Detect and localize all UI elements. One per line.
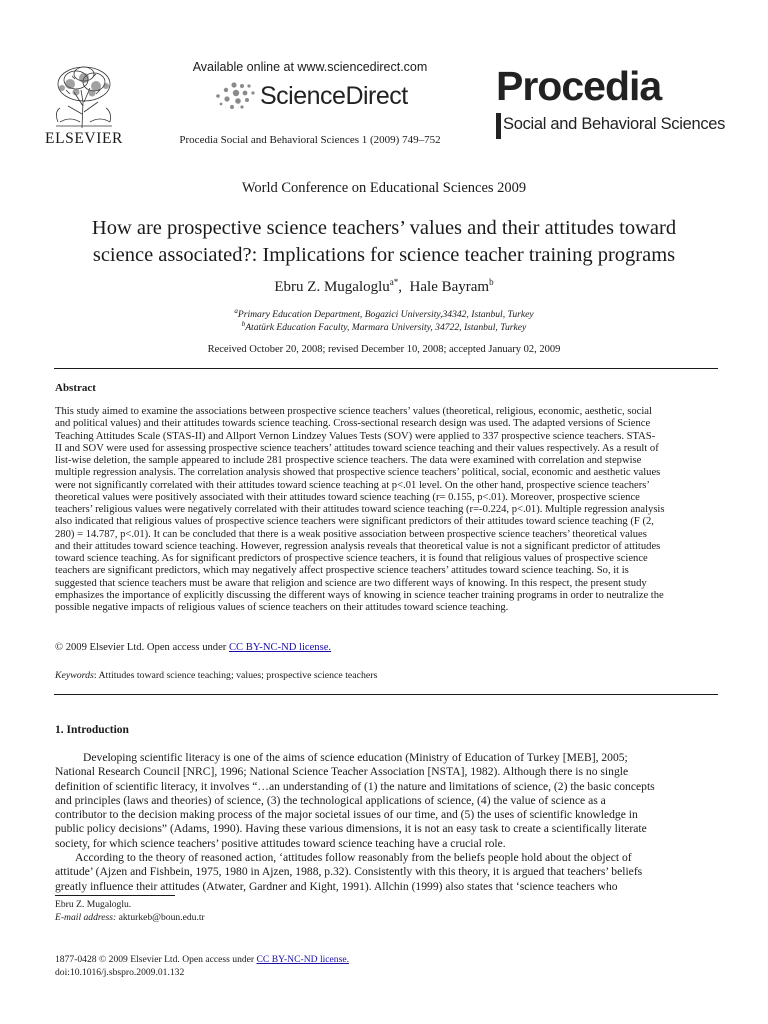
license-link[interactable]: CC BY-NC-ND license. xyxy=(228,642,332,653)
divider xyxy=(54,694,718,695)
abstract-line: This study aimed to examine the associations between prospective science teachers’ values (theoretical, religious, economic, aesthetic, social xyxy=(55,406,652,417)
issn-line xyxy=(55,954,349,965)
author-affiliation-mark: a* xyxy=(389,277,399,287)
affiliation-mark: b xyxy=(241,320,246,328)
abstract-line: and political values) and their attitudes towards science teaching. Cross-sectional research design was used. The adapted versions of Science xyxy=(55,418,651,430)
author-name: Hale Bayram xyxy=(409,279,490,295)
elsevier-wordmark: ELSEVIER xyxy=(45,130,123,147)
author-list xyxy=(0,277,768,296)
abstract-heading: Abstract xyxy=(55,382,96,394)
abstract-line: multiple regression analysis. The correlation analysis showed that prospective science teachers’ political, social, economic and aesthetic values xyxy=(55,467,661,479)
author-separator: , xyxy=(398,279,410,295)
paragraph-line: and principles (laws and theories) of science, (3) the technological applications of science, (4) the value of science as a xyxy=(55,793,606,807)
paragraph-line: contributor to the decision making process of the major societal issues of our time, and (5) the uses of scientific knowledge in xyxy=(55,808,638,821)
sciencedirect-logo xyxy=(212,80,442,114)
section-heading: 1. Introduction xyxy=(55,724,129,736)
received-dates: Received October 20, 2008; revised December 10, 2008; accepted January 02, 2009 xyxy=(207,344,561,355)
issn-text: 1877-0428 © 2009 Elsevier Ltd. Open access under xyxy=(55,954,257,965)
author-affiliation-mark: b xyxy=(489,277,494,287)
paragraph-line: definition of scientific literacy, it involves “…an understanding of (1) the nature and limitations of science, (2) the basic concepts xyxy=(55,779,655,793)
paragraph-line xyxy=(55,751,718,765)
keywords xyxy=(55,670,377,681)
elsevier-tree-icon xyxy=(46,62,122,130)
abstract-line: 280) = 14.787, p<.01). It can be concluded that there is a weak positive association between prospective science teachers’ theoretical values xyxy=(55,528,647,540)
paragraph-line xyxy=(55,851,718,865)
email-label: E-mail address: xyxy=(55,912,117,923)
abstract-line: teachers are significant predictors, which may negatively affect prospective science teachers’ attitudes toward science teaching. So, it is xyxy=(55,565,629,577)
author-name: Ebru Z. Mugaloglu xyxy=(274,279,390,295)
affiliation xyxy=(0,320,768,333)
abstract-line: II and SOV were used for assessing prospective science teachers’ attitudes toward science teaching and their values respectively. As a result of xyxy=(55,442,659,454)
intro-paragraph xyxy=(55,751,718,851)
corresponding-author: Ebru Z. Mugaloglu. xyxy=(55,899,132,910)
abstract-line: list-wise deletion, the sample appeared to include 281 prospective science teachers. The data were examined with correlation and stepwise xyxy=(55,455,642,466)
journal-reference: Procedia Social and Behavioral Sciences 1 (2009) 749–752 xyxy=(179,134,441,146)
abstract-line: suggested that science teachers must be aware that religion and science are two different ways of knowing. In this respect, the present study xyxy=(55,577,647,589)
abstract-line: teachers’ religious values were negatively correlated with their attitudes toward science teaching (r=-0.224, p<.01). Multiple regression analysis xyxy=(55,504,665,515)
affiliation-mark: a xyxy=(234,307,238,315)
paragraph-line: society, for which science teachers’ positive attitudes toward science teaching have a crucial role. xyxy=(55,836,506,850)
divider xyxy=(54,368,718,369)
elsevier-logo xyxy=(38,60,130,152)
license-link[interactable]: CC BY-NC-ND license. xyxy=(256,954,349,965)
paragraph-line: public policy decisions” (Adams, 1990). Having these various dimensions, it is not an easy task to create a scientifically literate xyxy=(55,822,647,836)
paper-title-line: science associated?: Implications for science teacher training programs xyxy=(92,244,676,266)
abstract-body xyxy=(55,406,718,614)
paragraph-line: National Research Council [NRC], 1996; National Science Teacher Association [NSTA], 1982). Although there is no single xyxy=(55,765,629,779)
affiliation-text: Primary Education Department, Bogazici University,34342, Istanbul, Turkey xyxy=(237,309,534,321)
paper-title xyxy=(40,215,728,269)
abstract-line: possible negative impacts of religious values of science teachers on their attitudes toward science teaching. xyxy=(55,602,509,613)
keywords-text: : Attitudes toward science teaching; values; prospective science teachers xyxy=(93,670,378,681)
procedia-logo-subtitle: Social and Behavioral Sciences xyxy=(503,115,726,133)
intro-paragraph xyxy=(55,851,718,894)
abstract-line: emphasizes the importance of explicitly discussing the different ways of knowing in science teacher training programs in order to neutralize the xyxy=(55,589,664,601)
line-text: According to the theory of reasoned action, ‘attitudes follow reasonably from the beliefs people hold about the object of xyxy=(75,851,632,864)
procedia-logo-title: Procedia xyxy=(496,63,662,109)
abstract-line: Teaching Attitudes Scale (STAS-II) and Allport Vernon Lindzey Values Tests (SOV) were applied to 337 prospective science teachers. STAS- xyxy=(55,430,656,442)
copyright-text: © 2009 Elsevier Ltd. Open access under xyxy=(55,642,229,653)
affiliation-text: Atatürk Education Faculty, Marmara University, 34722, Istanbul, Turkey xyxy=(245,322,527,334)
paragraph-line: attitude’ (Ajzen and Fishbein, 1975, 1980 in Ajzen, 1988, p.32). Consistently with this theory, it is argued that teachers’ beliefs xyxy=(55,865,643,879)
email-address[interactable]: akturkeb@boun.edu.tr xyxy=(116,912,205,923)
line-text: Developing scientific literacy is one of the aims of science education (Ministry of Education of Turkey [MEB], 2005; xyxy=(83,751,628,764)
email-footnote xyxy=(55,912,205,923)
abstract-line: were not significantly correlated with their attitudes toward science teaching at p<.01 level. On the other hand, prospective science teachers’ xyxy=(55,479,650,491)
sciencedirect-dots-icon xyxy=(212,82,260,110)
procedia-logo-bar xyxy=(496,113,501,139)
available-online-text: Available online at www.sciencedirect.com xyxy=(192,60,428,74)
keywords-label: Keywords xyxy=(55,670,94,681)
abstract-line: also indicated that religious values of prospective science teachers were significant predictors of their attitudes toward science teaching (F (2, xyxy=(55,516,654,528)
conference-name: World Conference on Educational Sciences 2009 xyxy=(241,180,527,196)
abstract-line: theoretical values were positively associated with their attitudes toward science teaching (r= 0.155, p<.01). Moreover, prospective science xyxy=(55,491,640,503)
abstract-copyright xyxy=(55,642,331,653)
abstract-line: and their attitudes toward science teaching. However, regression analysis reveals that theoretical value is not a significant predictor of attitudes xyxy=(55,540,661,552)
footnote-divider xyxy=(55,895,175,896)
affiliation xyxy=(0,307,768,320)
doi[interactable]: doi:10.1016/j.sbspro.2009.01.132 xyxy=(55,967,185,978)
abstract-line: toward science teaching. As for significant predictors of prospective science teachers, it is found that religious values of prospective science xyxy=(55,553,648,564)
sciencedirect-wordmark: ScienceDirect xyxy=(260,82,408,110)
paper-title-line: How are prospective science teachers’ values and their attitudes toward xyxy=(91,217,677,239)
paragraph-line: greatly influence their attitudes (Atwater, Gardner and Kight, 1991). Allchin (1999) also states that ‘science teachers who xyxy=(55,879,618,893)
